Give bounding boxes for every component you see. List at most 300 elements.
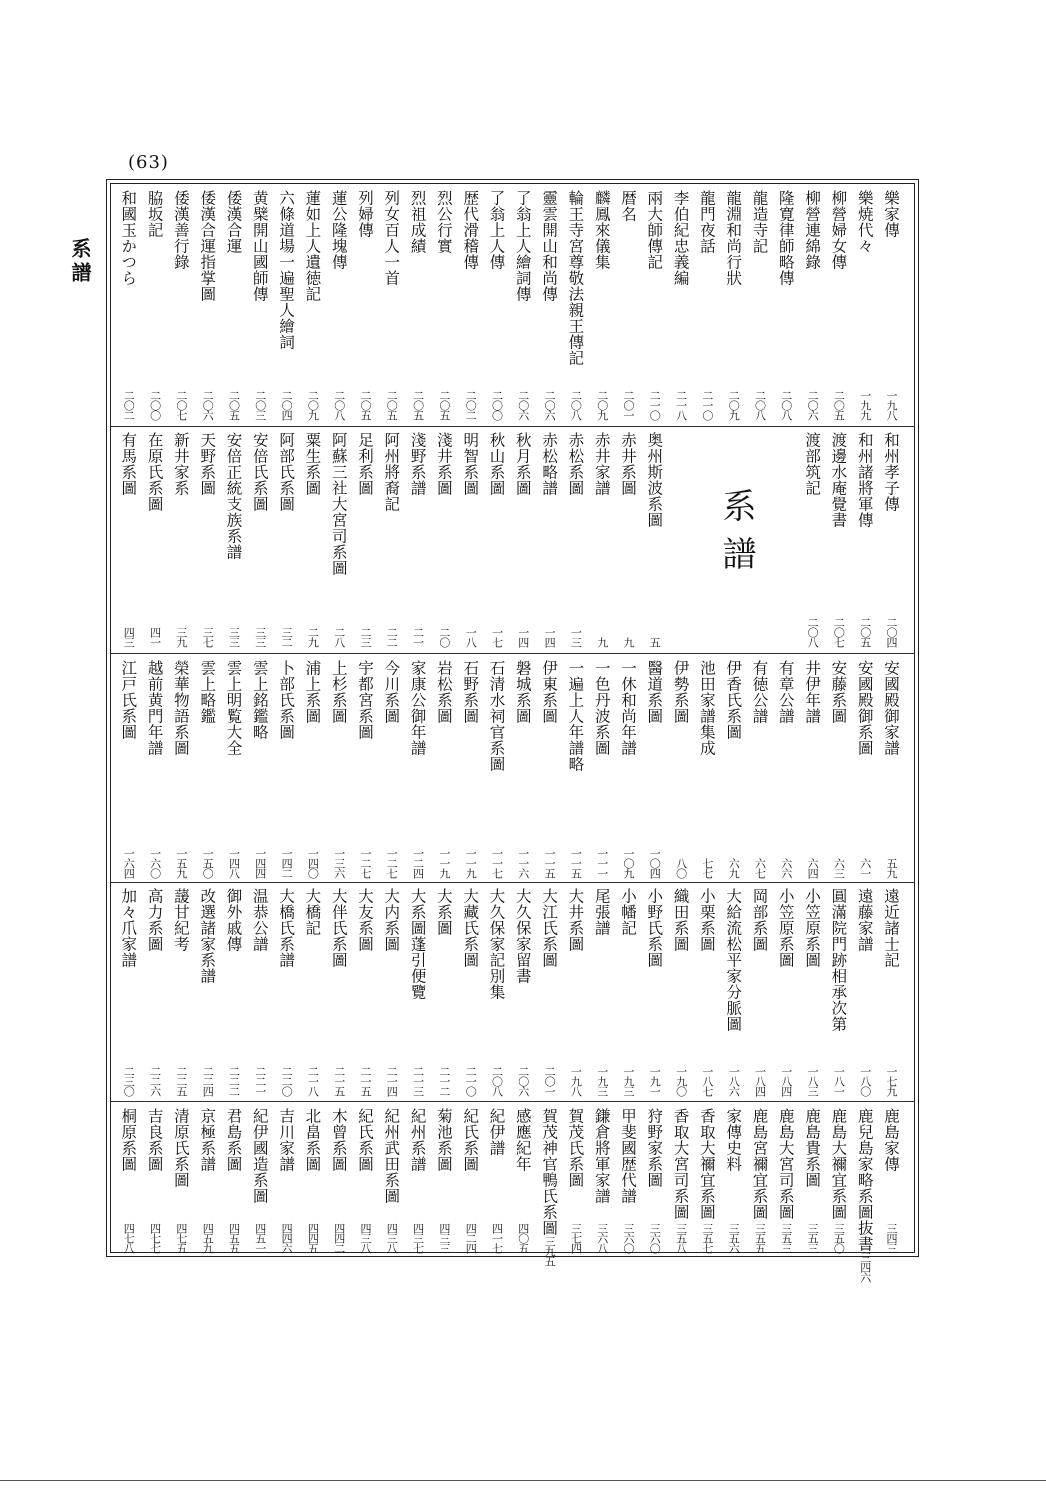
entry-page: 二〇八: [569, 390, 583, 420]
index-entry: [432, 190, 456, 420]
entry-title: 烈祖成績: [408, 190, 427, 254]
entry-title: 黄檗開山國師傳: [250, 190, 269, 302]
entry-page: 一三六: [332, 848, 346, 878]
entry-page: 五: [648, 637, 662, 647]
entry-page: 四五五: [227, 1223, 241, 1253]
index-entry: [774, 660, 798, 878]
entry-page: 一二七: [359, 848, 372, 878]
index-entry: [537, 660, 561, 878]
entry-page: 二〇八: [332, 390, 346, 420]
entry-page: 一一九: [437, 848, 451, 878]
entry-title: 了翁上人傳: [487, 190, 506, 270]
entry-page: 一八六: [727, 1066, 741, 1096]
entry-page: 三五七: [700, 1223, 714, 1253]
entry-title: 磐城系圖: [513, 660, 532, 724]
entry-title: 伊勢系圖: [671, 660, 690, 724]
entry-title: 列婦傳: [356, 190, 374, 238]
index-entry: [537, 190, 561, 420]
entry-title: 家康公御年譜: [408, 660, 427, 756]
entry-page: 二一〇: [464, 1066, 478, 1096]
index-entry: [879, 190, 903, 420]
index-entry: [879, 1108, 903, 1253]
index-entry: [616, 888, 640, 1096]
index-entry: [222, 190, 246, 420]
index-entry: [616, 432, 640, 647]
entry-page: 六七: [753, 858, 767, 878]
entry-page: 二九: [306, 627, 320, 647]
entry-title: 和州孝子傳: [882, 432, 900, 512]
entry-title: 大久保家記別集: [487, 888, 506, 1000]
entry-page: 四四五: [306, 1223, 320, 1253]
entry-title: 阿蘇三社大宮司系圖: [329, 432, 348, 576]
index-entry: [695, 1108, 719, 1253]
entry-page: 二二: [385, 627, 399, 647]
entry-page: 三五三: [779, 1223, 793, 1253]
index-entry: [406, 660, 430, 878]
index-entry: [826, 660, 850, 878]
entry-title: 大伴氏系圖: [329, 888, 348, 968]
index-entry: [826, 190, 850, 420]
index-entry: [274, 190, 298, 420]
index-entry: [432, 888, 456, 1096]
index-entry: [642, 888, 666, 1096]
entry-title: 紀伊譜: [487, 1108, 506, 1156]
entry-page: 一四: [543, 627, 557, 647]
entry-page: 二〇〇: [490, 390, 504, 420]
entry-title: 井伊年譜: [803, 660, 822, 724]
entry-page: 一八三: [806, 1066, 820, 1096]
entry-title: 醫道系圖: [645, 660, 664, 724]
index-entry: [143, 1108, 167, 1253]
entry-title: 蓮如上人遺徳記: [303, 190, 322, 302]
index-entry: [353, 432, 377, 647]
index-entry: [774, 1108, 798, 1253]
entry-page: 二八: [332, 627, 346, 647]
index-entry: [169, 888, 193, 1096]
entry-page: 四七八: [122, 1223, 136, 1253]
entry-title: 暦名: [619, 190, 637, 222]
entry-page: 四五一: [253, 1223, 267, 1253]
entry-title: 君島系圖: [224, 1108, 243, 1172]
entry-page: 七七: [700, 858, 714, 878]
entry-title: 安倍氏系圖: [250, 432, 269, 512]
entry-page: 一八四: [753, 1066, 767, 1096]
entry-title: 感應紀年: [513, 1108, 532, 1172]
index-entry: [195, 660, 219, 878]
index-entry: [300, 1108, 324, 1253]
entry-page: 二一: [411, 627, 425, 647]
entry-title: 赤松系圖: [566, 432, 585, 496]
index-entry: [143, 888, 167, 1096]
entry-page: 三五〇: [832, 1223, 846, 1253]
entry-page: 三五五: [753, 1223, 767, 1253]
entry-page: 二二四: [201, 1066, 215, 1096]
index-entry: [222, 432, 246, 647]
entry-page: 二〇一: [622, 390, 635, 420]
entry-page: 一〇四: [648, 848, 662, 878]
entry-title: 紀氏系圖: [461, 1108, 480, 1172]
entry-title: 越前黄門年譜: [145, 660, 164, 756]
index-entry: [721, 1108, 745, 1253]
index-entry: [327, 1108, 351, 1253]
entry-page: 二二六: [148, 1066, 162, 1096]
index-entry: [537, 1108, 561, 1266]
entry-title: 小栗系圖: [697, 888, 716, 952]
index-entry: [406, 1108, 430, 1253]
index-entry: [669, 432, 693, 647]
band-divider: [110, 1101, 915, 1102]
entry-title: 桐原系圖: [119, 1108, 138, 1172]
entry-page: 三六八: [595, 1223, 609, 1253]
entry-page: 二〇九: [306, 390, 320, 420]
entry-title: 改選諸家系譜: [198, 888, 217, 984]
index-entry: [327, 660, 351, 878]
entry-title: 大内系圖: [382, 888, 401, 952]
entry-title: 遠近諸士記: [882, 888, 900, 968]
index-entry: [327, 190, 351, 420]
index-entry: [590, 432, 614, 647]
index-entry: [721, 660, 745, 878]
entry-page: 一九一: [648, 1066, 662, 1096]
entry-title: 上杉系圖: [329, 660, 348, 724]
index-entry: [458, 660, 482, 878]
entry-title: 狩野家系圖: [645, 1108, 664, 1188]
entry-page: 四四二: [332, 1223, 346, 1253]
entry-title: 小笠原系圖: [776, 888, 795, 968]
entry-title: 鹿兒島家略系圖抜書: [855, 1108, 874, 1252]
entry-page: 九: [622, 637, 635, 647]
index-entry: [590, 190, 614, 420]
entry-title: 阿州將裔記: [382, 432, 401, 512]
entry-page: 二〇六: [806, 390, 820, 420]
entry-title: 粟生系圖: [303, 432, 322, 496]
entry-page: 三六〇: [648, 1223, 662, 1253]
index-entry: [590, 1108, 614, 1253]
index-entry: [642, 1108, 666, 1253]
entry-page: 一八四: [779, 1066, 793, 1096]
index-entry: [800, 432, 824, 647]
entry-page: 一六四: [122, 848, 136, 878]
entry-title: 樂家傳: [882, 190, 900, 238]
index-entry: [537, 432, 561, 647]
index-entry: [748, 888, 772, 1096]
entry-title: 大友系圖: [356, 888, 374, 952]
entry-page: 二〇五: [437, 390, 451, 420]
entry-page: 一六〇: [148, 848, 162, 878]
entry-page: 一一六: [516, 848, 530, 878]
entry-page: 四一: [148, 627, 162, 647]
entry-title: 有章公譜: [776, 660, 795, 724]
entry-page: 一五〇: [201, 848, 215, 878]
entry-page: 一九八: [569, 1066, 583, 1096]
index-entry: [485, 190, 509, 420]
entry-page: 二二一: [253, 1066, 267, 1096]
index-entry: [616, 660, 640, 878]
entry-title: 京極系譜: [198, 1108, 217, 1172]
entry-page: 二〇七: [832, 617, 846, 647]
entry-page: 三六〇: [622, 1223, 635, 1253]
entry-title: 大藏氏系圖: [461, 888, 480, 968]
entry-page: 一二七: [385, 848, 399, 878]
entry-title: 李伯紀忠義編: [671, 190, 690, 286]
index-entry: [458, 190, 482, 420]
entry-title: 雲上略鑑: [198, 660, 217, 724]
entry-title: 龍造寺記: [750, 190, 769, 254]
entry-page: 三九五: [543, 1236, 557, 1266]
index-entry: [563, 432, 587, 647]
entry-title: 倭漢合運: [224, 190, 243, 254]
index-entry: [590, 660, 614, 878]
index-entry: [669, 888, 693, 1096]
index-entry: [195, 1108, 219, 1253]
entry-page: 四三三: [437, 1223, 451, 1253]
entry-title: 菊池系圖: [434, 1108, 453, 1172]
entry-page: 四三七: [411, 1223, 425, 1253]
index-entry: [642, 190, 666, 420]
index-entry: [721, 432, 745, 647]
entry-title: 赤松略譜: [540, 432, 559, 496]
entry-page: 六九: [727, 858, 741, 878]
entry-page: 四一七: [490, 1223, 504, 1253]
entry-title: 秋月系圖: [513, 432, 532, 496]
index-entry: [590, 888, 614, 1096]
entry-title: 木曾系圖: [329, 1108, 348, 1172]
entry-title: 歴代滑稽傳: [461, 190, 480, 270]
entry-title: 安倍正統支族系譜: [224, 432, 243, 560]
entry-page: 二〇: [437, 627, 451, 647]
entry-title: 一休和尚年譜: [619, 660, 637, 756]
page-bottom-rule: [0, 1480, 1046, 1481]
entry-page: 二三: [359, 627, 372, 647]
index-entry: [406, 432, 430, 647]
entry-page: 二〇五: [858, 617, 872, 647]
entry-title: 樂焼代々: [855, 190, 874, 254]
entry-page: 二〇九: [595, 390, 609, 420]
entry-title: 秋山系圖: [487, 432, 506, 496]
entry-page: 二〇八: [806, 617, 820, 647]
index-entry: [853, 432, 877, 647]
entry-page: 一九九: [858, 390, 872, 420]
entry-page: 二〇一: [543, 1066, 557, 1096]
entry-page: 一四〇: [306, 848, 320, 878]
entry-title: 阿部氏系圖: [277, 432, 296, 512]
entry-title: 龍淵和尚行狀: [724, 190, 743, 286]
entry-page: 一〇九: [622, 848, 635, 878]
index-entry: [511, 190, 535, 420]
entry-title: 赤井家譜: [592, 432, 611, 496]
index-entry: [774, 190, 798, 420]
entry-title: 龍門夜話: [697, 190, 716, 254]
index-entry: [195, 432, 219, 647]
entry-title: 紀氏系圖: [356, 1108, 374, 1172]
entry-page: 一八: [464, 627, 478, 647]
index-entry: [485, 432, 509, 647]
entry-title: 今川系圖: [382, 660, 401, 724]
entry-title: 兩大師傳記: [645, 190, 664, 270]
index-entry: [879, 888, 903, 1096]
index-entry: [143, 190, 167, 420]
index-entry: [695, 888, 719, 1096]
entry-title: 紀州系譜: [408, 1108, 427, 1172]
index-entry: [222, 660, 246, 878]
index-entry: [511, 888, 535, 1096]
entry-page: 三三: [253, 627, 267, 647]
index-entry: [669, 1108, 693, 1253]
entry-title: 蓮公隆塊傳: [329, 190, 348, 270]
index-entry: [879, 432, 903, 647]
entry-page: 二〇五: [832, 390, 846, 420]
index-entry: [116, 432, 140, 647]
entry-title: 清原氏系圖: [171, 1108, 190, 1188]
entry-title: 紀伊國造系圖: [250, 1108, 269, 1204]
entry-page: 三二: [280, 627, 294, 647]
entry-page: 三七四: [569, 1223, 583, 1253]
entry-title: 江戸氏系圖: [119, 660, 138, 740]
index-entry: [563, 1108, 587, 1253]
index-entry: [222, 1108, 246, 1253]
entry-title: 小野氏系圖: [645, 888, 664, 968]
index-entry: [353, 660, 377, 878]
index-entry: [774, 432, 798, 647]
entry-page: 五九: [885, 858, 898, 878]
index-entry: [800, 1108, 824, 1253]
entry-page: 二〇八: [753, 390, 767, 420]
entry-page: 三五三: [806, 1223, 820, 1253]
entry-title: 賀茂氏系圖: [566, 1108, 585, 1188]
band-divider: [110, 426, 915, 427]
index-entry: [800, 660, 824, 878]
entry-title: 安藤系圖: [829, 660, 848, 724]
entry-page: 一八七: [700, 1066, 714, 1096]
entry-page: 二〇五: [411, 390, 425, 420]
entry-page: 二〇三: [253, 390, 267, 420]
entry-title: 赤井系圖: [619, 432, 637, 496]
entry-title: 大橋氏系譜: [277, 888, 296, 968]
index-entry: [248, 1108, 272, 1253]
entry-title: 賀茂神官鴨氏系圖: [540, 1108, 559, 1236]
entry-title: 家傳史料: [724, 1108, 743, 1172]
entry-page: 一四四: [253, 848, 267, 878]
index-entry: [853, 1108, 877, 1282]
index-entry: [169, 432, 193, 647]
index-entry: [616, 1108, 640, 1253]
entry-title: 香取大禰宜系圖: [697, 1108, 716, 1220]
index-entry: [300, 432, 324, 647]
index-entry: [485, 660, 509, 878]
index-entry: [748, 1108, 772, 1253]
entry-title: 六條道場一遍聖人繪詞: [277, 190, 296, 350]
index-entry: [485, 888, 509, 1096]
entry-title: 倭漢合運指掌圖: [198, 190, 217, 302]
entry-page: 四二四: [464, 1223, 478, 1253]
entry-title: 伊東系圖: [540, 660, 559, 724]
index-entry: [143, 432, 167, 647]
index-entry: [116, 660, 140, 878]
index-entry: [563, 888, 587, 1096]
index-entry: [432, 432, 456, 647]
entry-title: 輪王寺宮尊敬法親王傳記: [566, 190, 585, 366]
entry-title: 渡部筑記: [803, 432, 822, 496]
index-entry: [563, 190, 587, 420]
entry-page: 二三〇: [122, 1066, 136, 1096]
index-entry: [248, 190, 272, 420]
entry-title: 麟鳳來儀集: [592, 190, 611, 270]
entry-title: 榮華物語系圖: [171, 660, 190, 756]
index-entry: [406, 190, 430, 420]
entry-title: 和國玉かつら: [119, 190, 138, 286]
index-entry: [116, 190, 140, 420]
index-entry: [537, 888, 561, 1096]
index-entry: [327, 888, 351, 1096]
section-header: 系譜: [716, 488, 756, 584]
entry-page: 一九三: [622, 1066, 635, 1096]
index-entry: [669, 660, 693, 878]
index-entry: [379, 190, 403, 420]
entry-title: 有徳公譜: [750, 660, 769, 724]
entry-page: 二一八: [674, 390, 688, 420]
index-entry: [748, 190, 772, 420]
entry-page: 二〇五: [227, 390, 241, 420]
entry-page: 二一〇: [648, 390, 662, 420]
entry-title: 池田家譜集成: [697, 660, 716, 756]
entry-page: 二〇七: [174, 390, 188, 420]
index-entry: [274, 660, 298, 878]
entry-page: 一一五: [543, 848, 557, 878]
entry-title: 天野系圖: [198, 432, 217, 496]
entry-title: 鹿島大宮司系圖: [776, 1108, 795, 1220]
index-entry: [353, 888, 377, 1096]
index-entry: [642, 432, 666, 647]
band-divider: [110, 882, 915, 883]
entry-page: 四三: [122, 627, 136, 647]
entry-title: 大江氏系圖: [540, 888, 559, 968]
entry-page: 三九: [174, 627, 188, 647]
entry-title: 小笠原系圖: [803, 888, 822, 968]
entry-title: 倭漢善行錄: [171, 190, 190, 270]
entry-title: 岩松系圖: [434, 660, 453, 724]
entry-title: 雲上明覧大全: [224, 660, 243, 756]
entry-page: 四四六: [280, 1223, 294, 1253]
entry-page: 四三八: [359, 1223, 372, 1253]
entry-title: 吉川家譜: [277, 1108, 296, 1172]
index-entry: [774, 888, 798, 1096]
entry-page: 四七五: [174, 1223, 188, 1253]
index-entry: [248, 888, 272, 1096]
entry-title: 足利系圖: [356, 432, 374, 496]
entry-title: 小幡記: [619, 888, 637, 936]
index-entry: [274, 888, 298, 1096]
index-entry: [616, 190, 640, 420]
entry-page: 一七: [490, 627, 504, 647]
entry-title: 明智系圖: [461, 432, 480, 496]
entry-title: 大久保家留書: [513, 888, 532, 984]
index-entry: [379, 888, 403, 1096]
entry-title: 列女百人一首: [382, 190, 401, 286]
entry-title: 脇坂記: [145, 190, 164, 238]
entry-title: 石清水祠官系圖: [487, 660, 506, 772]
index-entry: [853, 660, 877, 878]
entry-page: 六一: [858, 858, 872, 878]
index-entry: [327, 432, 351, 647]
entry-title: 靈雲開山和尚傳: [540, 190, 559, 302]
entry-page: 一一九: [464, 848, 478, 878]
entry-page: 二二二: [227, 1066, 241, 1096]
index-entry: [563, 660, 587, 878]
entry-title: 在原氏系圖: [145, 432, 164, 512]
entry-title: 御外戚傳: [224, 888, 243, 952]
entry-page: 六六: [779, 858, 793, 878]
index-entry: [116, 1108, 140, 1253]
